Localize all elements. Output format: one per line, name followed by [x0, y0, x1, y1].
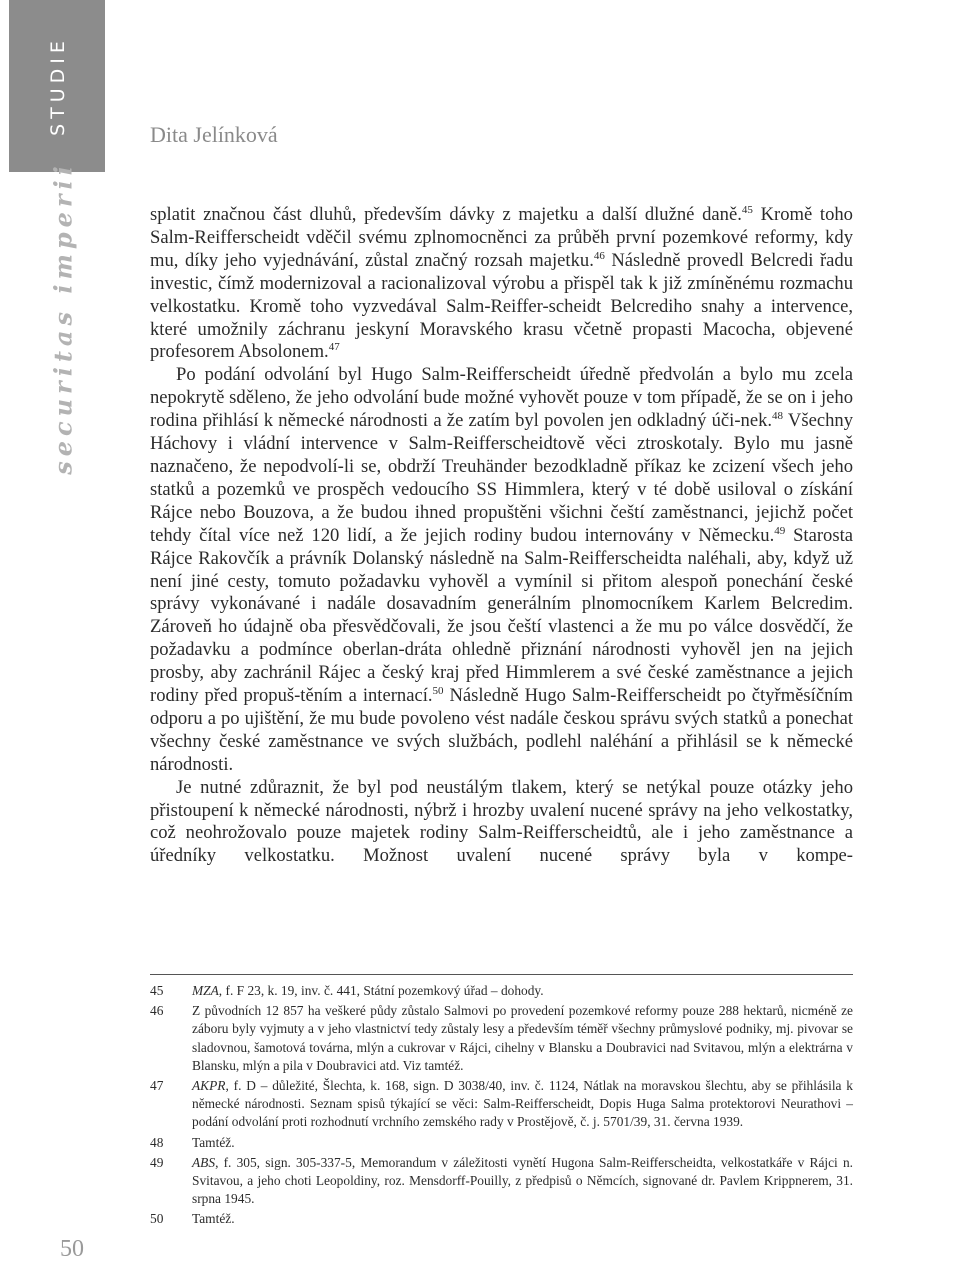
text-run: Starosta Rájce Rakovčík a právník Dolanský následně na Salm-Reifferscheidta naléhali, aby, když už není jiné cesty, tomuto požadavku vyhověl a vymínil si přitom alespoň ponechání české správy vykonávané i nadále dosavadním generálním plnomocníkem Karlem Belcredim. Zároveň ho údajně oba přesvědčovali, že jsou čeští vlastenci a že mu po válce dosvědčí, že požadavku a podmínce oberlan-dráta ohledně přiznání národnosti vyhověl jen na jejich prosby, aby zachránil Rájec a český kraj před Himmlerem a své české zaměstnance a jejich rodiny před propuš-těním a internací.	[150, 524, 853, 707]
text-run: Následně provedl Belcredi řadu investic, čímž modernizoval a racionalizoval výrobu a přispěl tak k již zmíněnému rozmachu velkostatku. Kromě toho vyzvedával Salm-Reiffer-scheidt Belcrediho snahy a intervence, které umožnily záchranu jeskyní Moravského krasu včetně propasti Macocha, objevené profesorem Absolonem.	[150, 249, 853, 363]
article-body	[150, 204, 853, 868]
footnotes	[150, 982, 853, 1231]
journal-title: securitas imperii	[48, 161, 78, 475]
author-name: Dita Jelínková	[150, 122, 278, 147]
section-tab	[9, 0, 105, 172]
paragraph-3: Je nutné zdůraznit, že byl pod neustálým tlakem, který se netýkal pouze otázky jeho přistoupení k německé národnosti, nýbrž i hrozby uvalení nucené správy na jeho velkostatky, což neohrožovalo pouze majetek rodiny Salm-Reifferscheidtů, ale i jeho zaměstnance a úředníky velkostatku. Možnost uvalení nucené správy byla v kompe-	[150, 776, 853, 867]
footnote-text	[192, 1077, 853, 1132]
footnote-number: 45	[150, 983, 164, 998]
footnote-body: , f. 305, sign. 305-337-5, Memorandum v záležitosti vynětí Hugona Salm-Reifferscheidta, velkostatkáře v Rájci n. Svitavou, a jeho choti Leopoldiny, roz. Mensdorff-Pouilly, z předpisů o Němcích, signované dr. Pavlem Krippnerem, 31. srpna 1945.	[192, 1154, 853, 1207]
footnote	[150, 1002, 853, 1075]
footnote-number: 49	[150, 1154, 164, 1170]
footnote-body: Tamtéž.	[192, 1134, 235, 1150]
footnote-text	[192, 982, 853, 1000]
footnote-body: , f. D – důležité, Šlechta, k. 168, sign. D 3038/40, inv. č. 1124, Nátlak na moravskou šlechtu, aby se přihlásila k německé národnosti. Seznam spisů týkající se věci: Salm-Reifferscheidt, Dopis Huga Salma protektorovi Neurathovi – podání odvolání proti rozhodnutí vrchního zemského rady v Prostějově, č. j. 5701/39, 31. června 1939.	[192, 1078, 853, 1130]
text-run: Kromě toho Salm-Reifferscheidt vděčil svému zplnomocněnci za průběh první pozemkové reformy, kdy mu, díky jeho vyjednávání, zůstal značný rozsah majetku.	[150, 204, 853, 271]
footnote-divider	[150, 974, 853, 975]
section-label: STUDIE	[47, 36, 69, 136]
footnote-text	[192, 1210, 853, 1228]
page-number: 50	[60, 1236, 84, 1262]
footnote-body: Tamtéž.	[192, 1211, 235, 1227]
footnote-body: Z původních 12 857 ha veškeré půdy zůstalo Salmovi po provedení pozemkové reformy pouze 288 hektarů, nicméně ze záboru byly vyjmuty a v jeho vlastnictví tedy zůstaly lesy a především téměř všechny průmyslové podniky, mj. pivovar se sladovnou, šamotová továrna, mlýn a cukrovar v Rájci, cihelny v Blansku a Doubravici nad Svitavou, mlýn a elektrárna v Blansku, mlýn a pila v Doubravici atd. Viz tamtéž.	[192, 1003, 853, 1073]
footnote-ref-50[interactable]: 50	[432, 685, 444, 698]
paragraph-1	[150, 204, 853, 364]
footnote-number: 46	[150, 1003, 164, 1019]
footnote	[150, 982, 853, 1000]
footnote-text	[192, 1154, 853, 1209]
archive-abbrev: ABS	[192, 1154, 216, 1170]
footnote-number: 50	[150, 1211, 164, 1227]
paragraph-2	[150, 364, 853, 776]
text-run: Následně Hugo Salm-Reifferscheidt po čtyřměsíčním odporu a po ujištění, že mu bude povoleno vést nadále českou správu svých statků a ponechat všechny české zaměstnance ve svých službách, podlehl naléhání a přihlásil se k německé národnosti.	[150, 685, 853, 775]
footnote	[150, 1134, 853, 1152]
footnote-ref-46[interactable]: 46	[593, 249, 605, 262]
footnote	[150, 1077, 853, 1132]
footnote-text	[192, 1002, 853, 1075]
footnote	[150, 1210, 853, 1228]
footnote-ref-45[interactable]: 45	[741, 204, 753, 216]
footnote-number: 47	[150, 1078, 164, 1094]
footnote	[150, 1154, 853, 1209]
footnote-ref-48[interactable]: 48	[772, 410, 784, 423]
text-run: Po podání odvolání byl Hugo Salm-Reifferscheidt úředně předvolán a bylo mu zcela nepokrytě sděleno, že jeho odvolání bude možné vyhovět pouze v tom případě, že se on i jeho rodina přihlásí k německé národnosti a že zatím byl povolen jen odkladný úči-nek.	[150, 364, 853, 432]
text-run: Všechny Háchovy i vládní intervence v Salm-Reifferscheidtově věci ztroskotaly. Bylo mu jasně naznačeno, že nepodvolí-li se, obdrží Treuhänder bezodkladně příkaz ke zcizení všech jeho statků a pozemků ve prospěch vedoucího SS Himmlera, který v té době usiloval o získání Rájce nebo Bouzova, a že budou ihned propuštěni všichni čeští zaměstnanci, jejichž počet tehdy čítal více než 120 lidí, a že jejich rodiny budou internovány v Německu.	[150, 410, 853, 546]
footnote-ref-47[interactable]: 47	[328, 341, 340, 354]
footnote-ref-49[interactable]: 49	[774, 524, 786, 537]
footnote-body: , f. F 23, k. 19, inv. č. 441, Státní pozemkový úřad – dohody.	[218, 983, 544, 998]
text-run: splatit značnou část dluhů, především dávky z majetku a další dlužné daně.	[150, 204, 742, 225]
archive-abbrev: AKPR	[192, 1078, 226, 1094]
footnote-text	[192, 1134, 853, 1152]
footnote-number: 48	[150, 1134, 164, 1150]
archive-abbrev: MZA	[192, 983, 219, 998]
